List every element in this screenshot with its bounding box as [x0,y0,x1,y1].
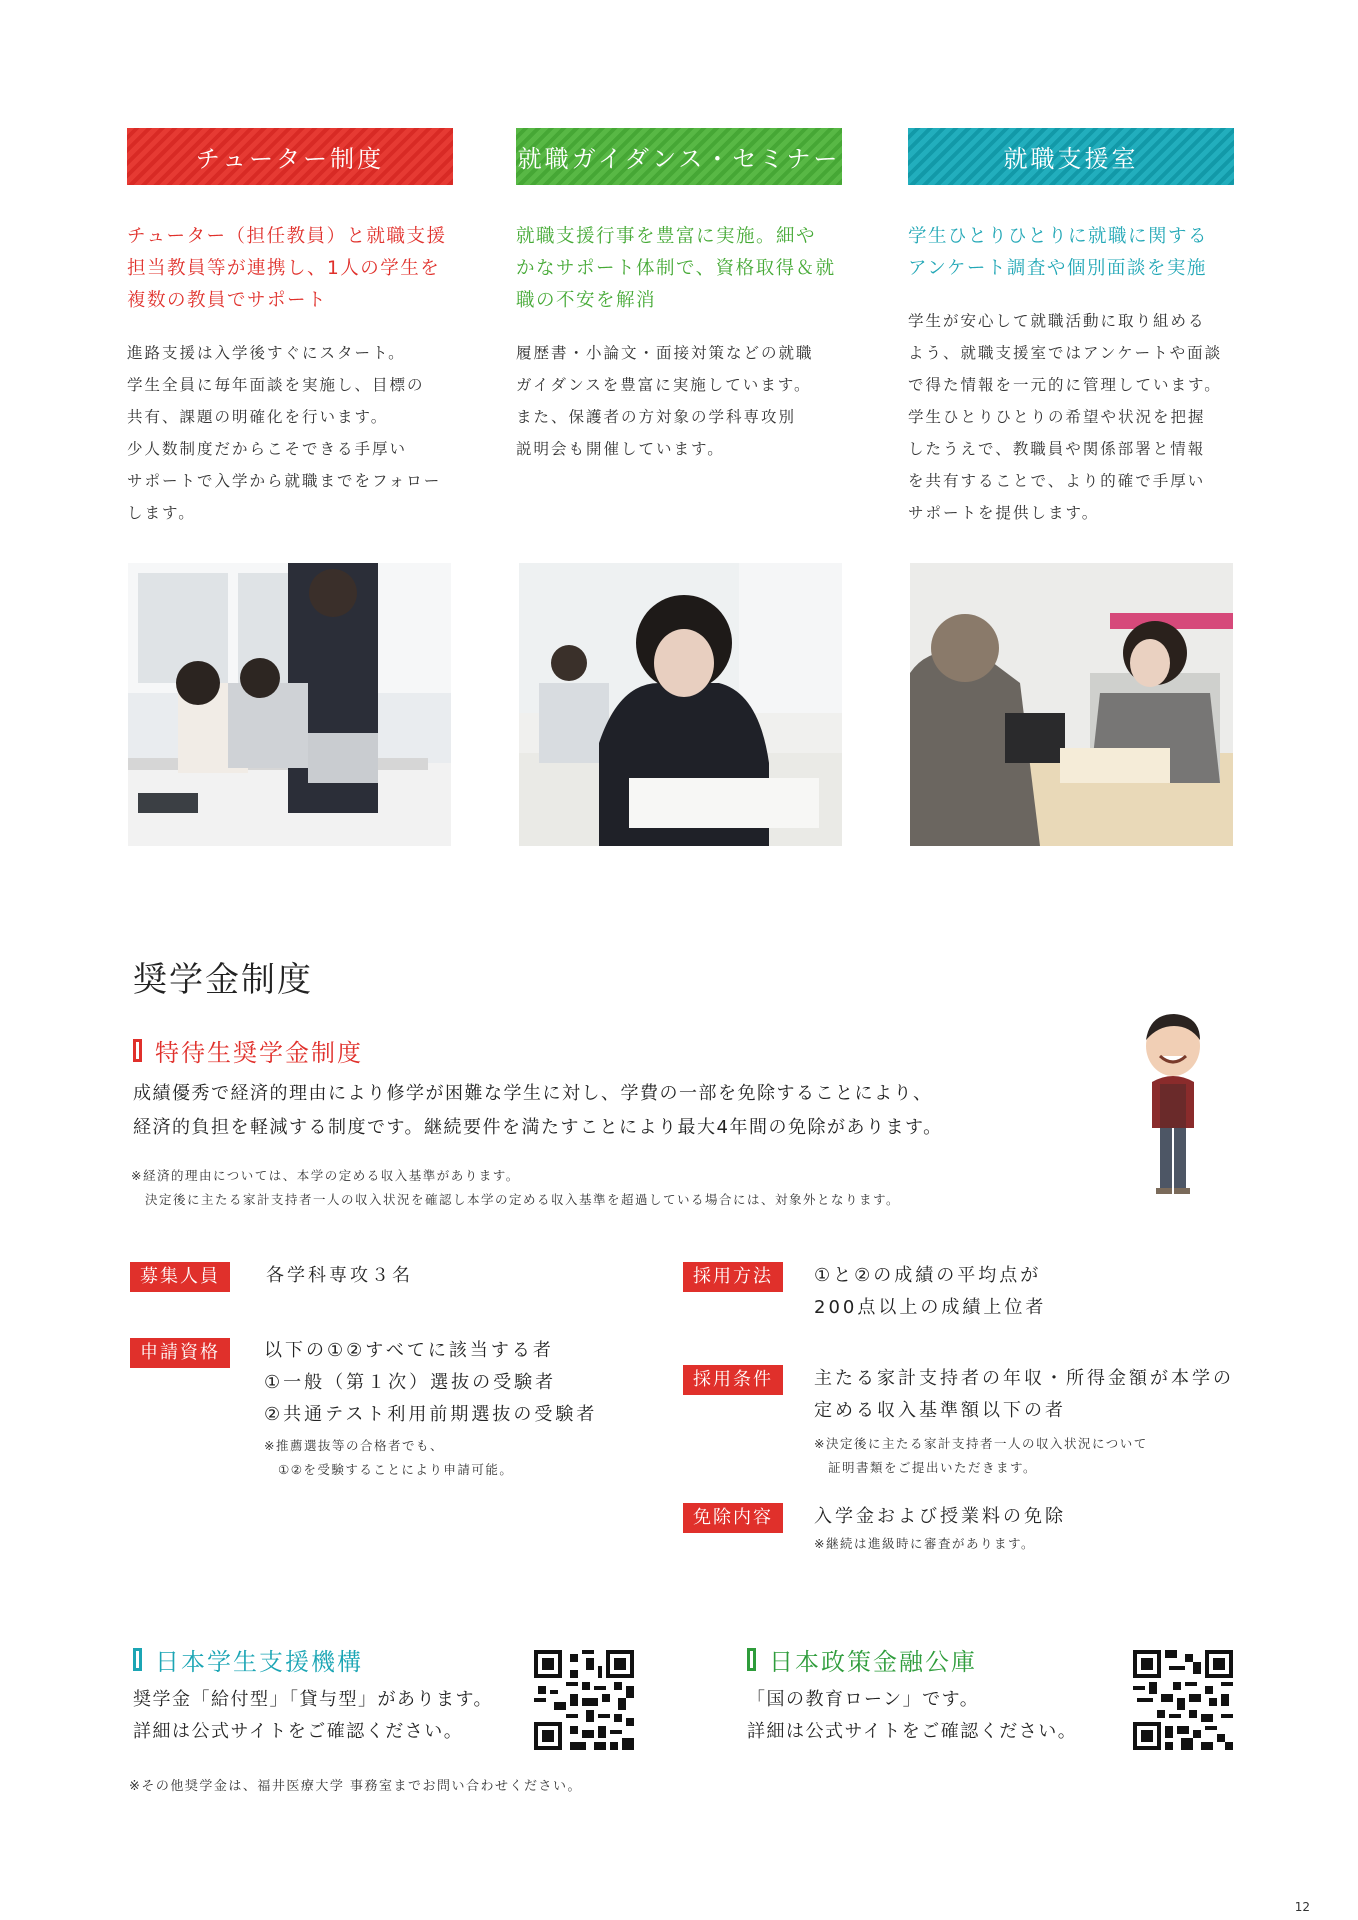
tutor-banner [127,128,453,185]
heading-bracket-icon [133,1648,142,1671]
scholarship-title: 奨学金制度 [133,960,313,1000]
note-line: ※経済的理由については、本学の定める収入基準があります。 [131,1168,520,1183]
body-line: 共有、課題の明確化を行います。 [127,408,389,426]
body-line: 説明会も開催しています。 [516,440,725,458]
support-room-body [908,305,1234,529]
lead-line: アンケート調査や個別面談を実施 [908,258,1207,279]
tag-menjo: 免除内容 [683,1503,783,1533]
jfc-qr-code[interactable] [1133,1650,1233,1750]
guidance-banner [516,128,842,185]
guidance-title: 就職ガイダンス・セミナー [517,145,841,173]
lead-line: 複数の教員でサポート [127,290,328,311]
lead-line: 就職支援行事を豊富に実施。細や [516,226,817,247]
jfc-heading [747,1642,977,1677]
value-line: 各学科専攻３名 [266,1265,413,1286]
jfc-heading-text: 日本政策金融公庫 [769,1648,977,1676]
body-line: 学生全員に毎年面談を実施し、目標の [127,376,425,394]
tutor-title: チューター制度 [195,145,385,173]
tag-boshu: 募集人員 [130,1262,230,1292]
body-line: を共有することで、より的確で手厚い [908,472,1206,490]
guidance-column [516,128,842,465]
body-line: よう、就職支援室ではアンケートや面談 [908,344,1223,362]
value-line: ②共通テスト利用前期選抜の受験者 [264,1404,598,1425]
body-line: 学生が安心して就職活動に取り組める [908,312,1206,330]
tutor-photo [128,563,451,846]
body-line: したうえで、教職員や関係部署と情報 [908,440,1206,458]
tag-shinsei: 申請資格 [130,1338,230,1368]
tutor-column [127,128,453,529]
menjo-value [814,1501,1066,1533]
desc-line: 「国の教育ローン」です。 [747,1689,980,1710]
body-line: します。 [127,504,196,522]
tag-hoho: 採用方法 [683,1262,783,1292]
tokutai-note [131,1164,900,1212]
joken-note [814,1432,1148,1480]
tutor-body [127,337,453,529]
person-illustration [1138,1012,1208,1198]
lead-line: 担当教員等が連携し、1人の学生を [127,258,441,279]
support-room-photo [910,563,1233,846]
jasso-heading-text: 日本学生支援機構 [155,1648,363,1676]
tokutai-heading-text: 特待生奨学金制度 [155,1039,363,1067]
boshu-value [266,1260,413,1292]
footer-note: ※その他奨学金は、福井医療大学 事務室までお問い合わせください。 [129,1779,583,1794]
body-line: 履歴書・小論文・面接対策などの就職 [516,344,814,362]
jasso-heading [133,1642,363,1677]
lead-line: チューター（担任教員）と就職支援 [127,226,447,247]
body-line: 学生ひとりひとりの希望や状況を把握 [908,408,1206,426]
lead-line: かなサポート体制で、資格取得＆就 [516,258,836,279]
shinsei-value [264,1335,597,1431]
jasso-description [133,1684,493,1748]
menjo-note [814,1532,1035,1556]
value-line: 入学金および授業料の免除 [814,1506,1066,1527]
value-line: ①一般（第１次）選抜の受験者 [264,1372,557,1393]
note-line: ※推薦選抜等の合格者でも、 [264,1438,444,1453]
value-line: 定める収入基準額以下の者 [814,1400,1066,1421]
joken-value [814,1363,1234,1427]
body-line: ガイダンスを豊富に実施しています。 [516,376,812,394]
support-room-column [908,128,1234,529]
guidance-photo [519,563,842,846]
body-line: 進路支援は入学後すぐにスタート。 [127,344,406,362]
jfc-description [747,1684,1077,1748]
desc-line: 詳細は公式サイトをご確認ください。 [747,1721,1078,1742]
jasso-qr-code[interactable] [534,1650,634,1750]
guidance-lead [516,221,842,317]
support-room-title: 就職支援室 [1003,145,1139,173]
support-room-lead [908,221,1234,285]
tokutai-heading [133,1033,363,1068]
note-line: 証明書類をご提出いただきます。 [814,1460,1038,1475]
guidance-body [516,337,842,465]
note-line: 決定後に主たる家計支持者一人の収入状況を確認し本学の定める収入基準を超過している場合には、対象外となります。 [131,1192,901,1207]
value-line: 200点以上の成績上位者 [814,1297,1047,1318]
heading-bracket-icon [133,1039,142,1062]
page-number: 12 [1294,1900,1310,1914]
note-line: ※継続は進級時に審査があります。 [814,1536,1035,1551]
value-line: 主たる家計支持者の年収・所得金額が本学の [814,1368,1234,1389]
desc-line: 奨学金「給付型」「貸与型」があります。 [133,1689,494,1710]
body-line: 少人数制度だからこそできる手厚い [127,440,408,458]
body-line: で得た情報を一元的に管理しています。 [908,376,1222,394]
lead-line: 学生ひとりひとりに就職に関する [908,226,1209,247]
body-line: サポートを提供します。 [908,504,1100,522]
support-room-banner [908,128,1234,185]
value-line: ①と②の成績の平均点が [814,1265,1042,1286]
lead-line: 職の不安を解消 [516,290,657,311]
shinsei-note [264,1434,513,1482]
note-line: ※決定後に主たる家計支持者一人の収入状況について [814,1436,1148,1451]
body-line: また、保護者の方対象の学科専攻別 [516,408,797,426]
hoho-value [814,1260,1046,1324]
note-line: ①②を受験することにより申請可能。 [264,1462,514,1477]
body-line: サポートで入学から就職までをフォロー [127,472,442,490]
tutor-lead [127,221,453,317]
tag-joken: 採用条件 [683,1365,783,1395]
desc-line: 詳細は公式サイトをご確認ください。 [133,1721,464,1742]
value-line: 以下の①②すべてに該当する者 [264,1340,554,1361]
desc-line: 成績優秀で経済的理由により修学が困難な学生に対し、学費の一部を免除することにより、 [133,1083,933,1104]
desc-line: 経済的負担を軽減する制度です。継続要件を満たすことにより最大4年間の免除があります。 [133,1117,943,1138]
tokutai-description [133,1077,943,1145]
heading-bracket-icon [747,1648,756,1671]
